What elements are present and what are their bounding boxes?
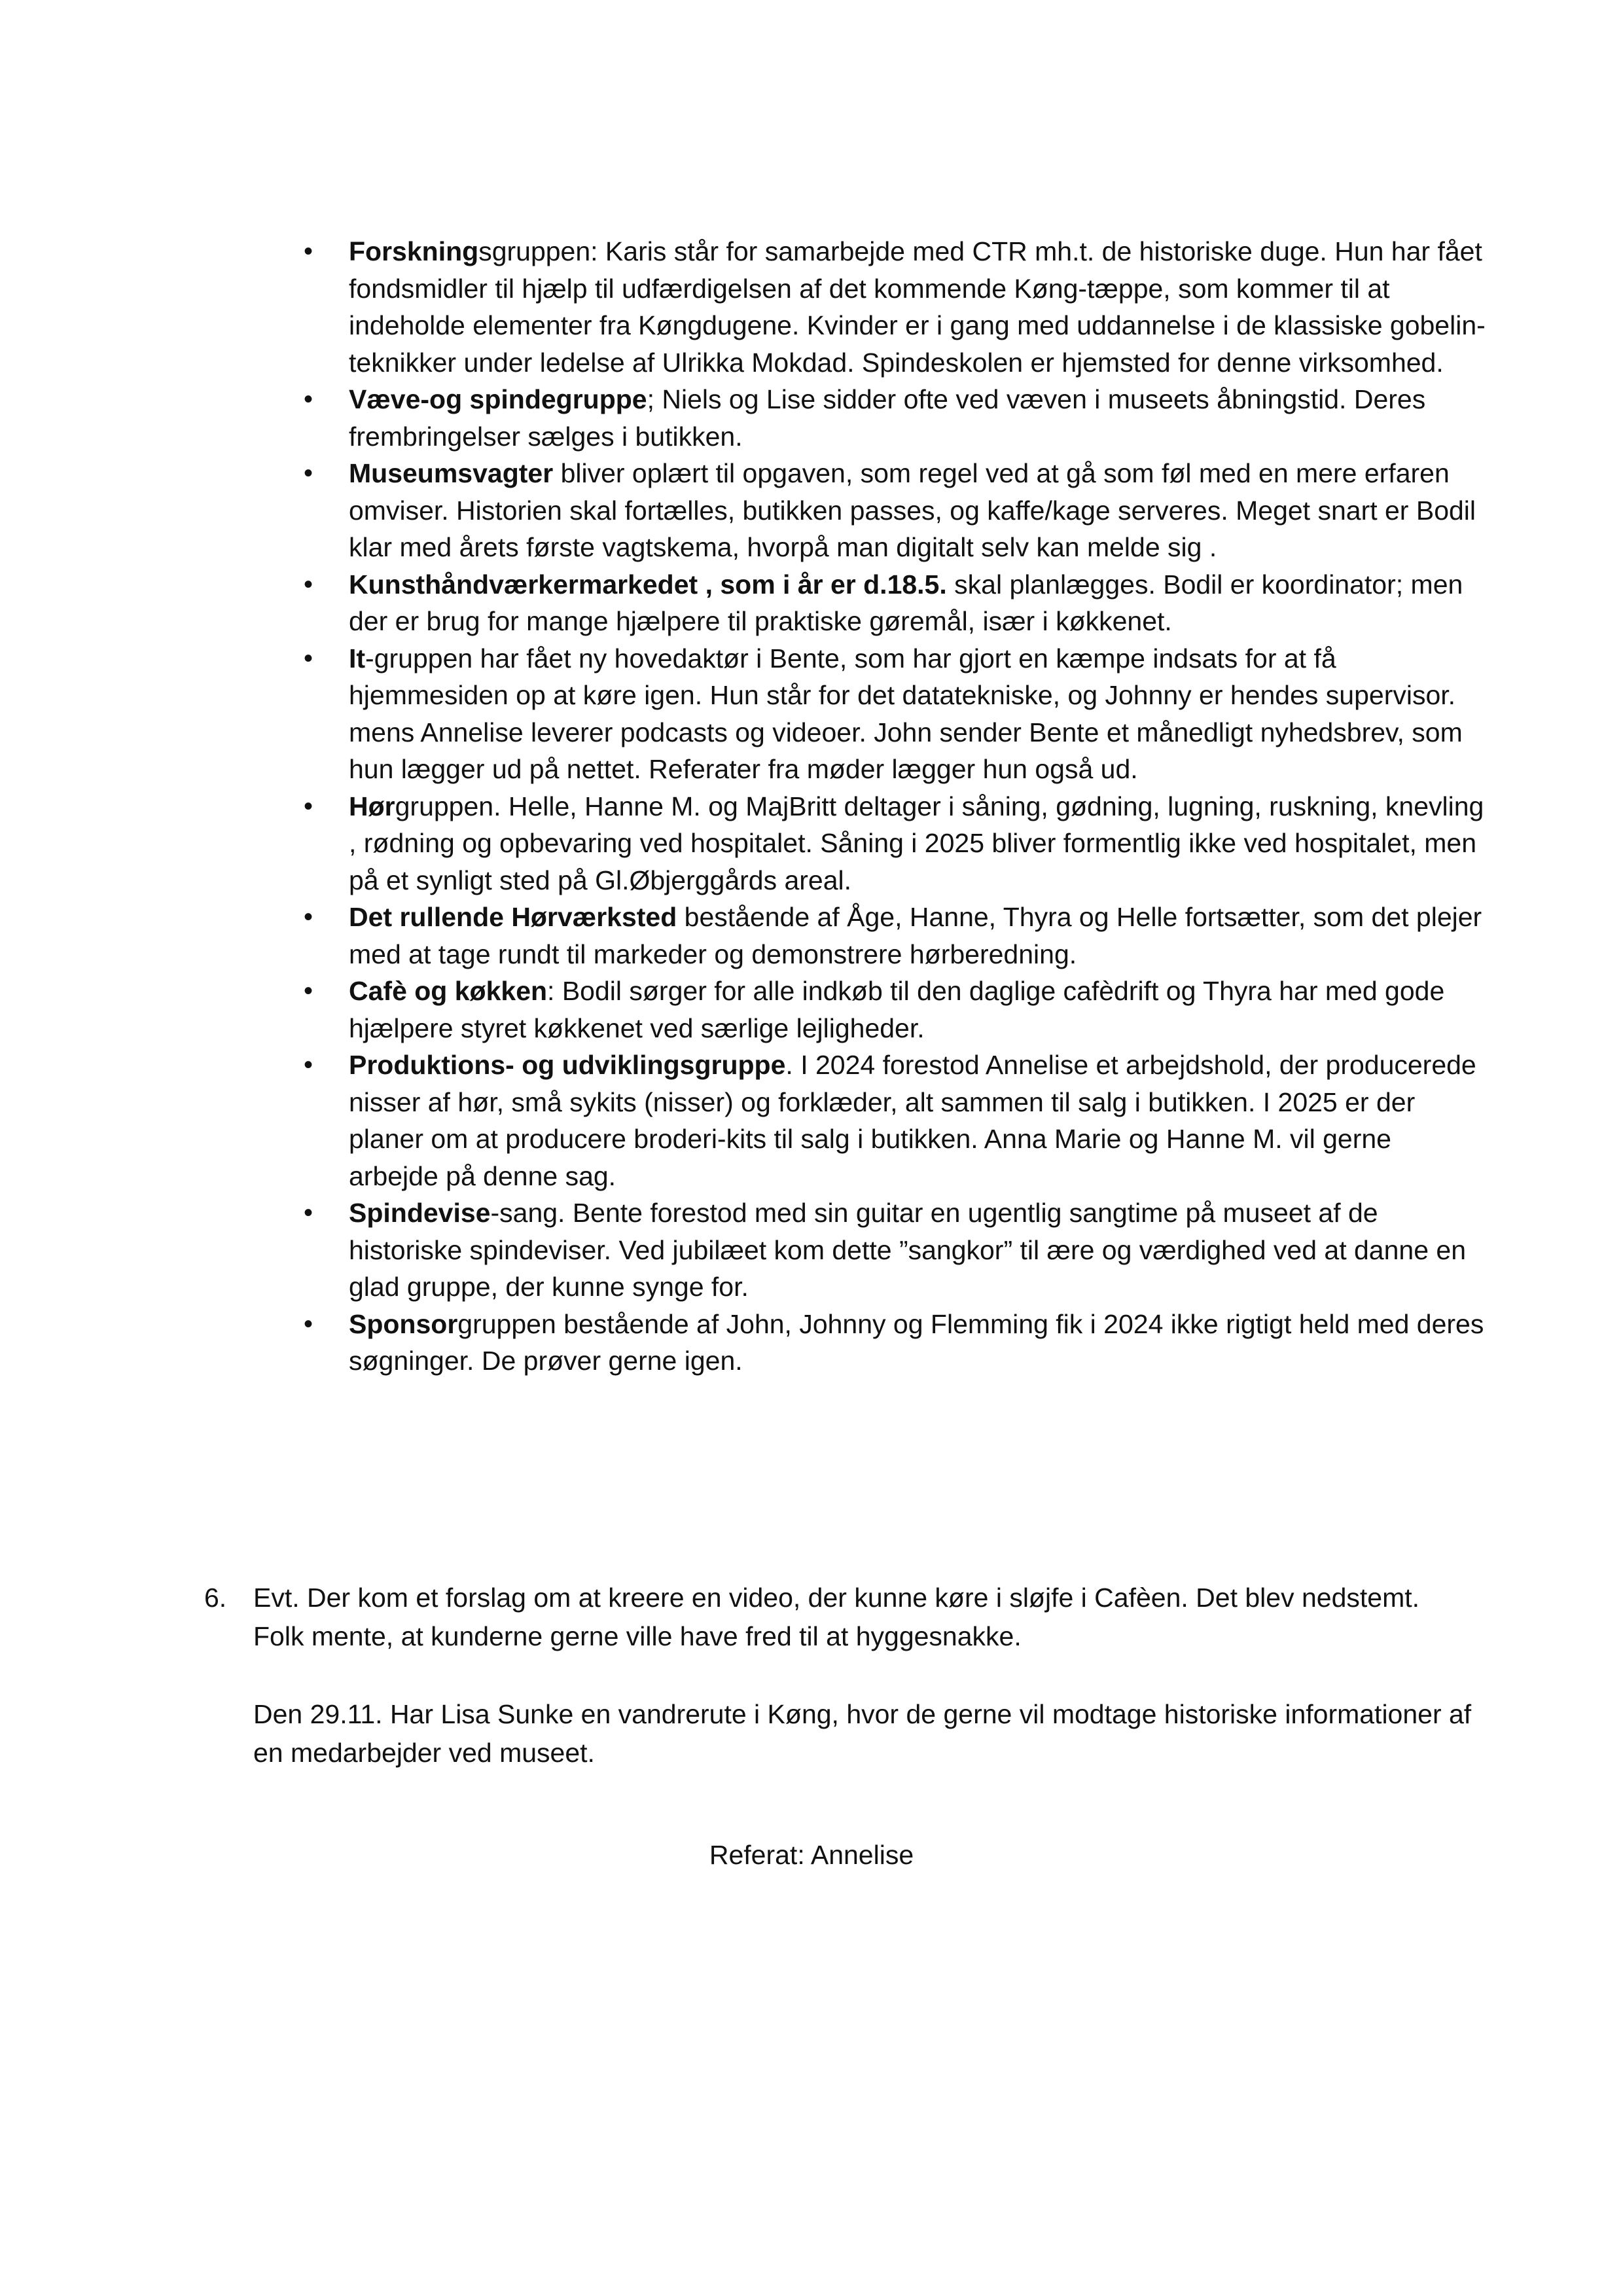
evt-paragraph-1: Evt. Der kom et forslag om at kreere en video, der kunne køre i sløjfe i Cafèen. Det blev nedstemt. Folk mente, at kunderne gerne ville have fred til at hyggesnakke. (253, 1583, 1419, 1651)
bullet-dot-icon: • (304, 1198, 313, 1227)
bullet-item (304, 788, 1488, 899)
bullet-dot-icon: • (304, 791, 313, 821)
bullet-dot-icon: • (304, 1309, 313, 1338)
bullet-bold-heading: Kunsthåndværkermarkedet , som i år er d.18.5. (349, 569, 947, 600)
bullet-text: skal planlægges. Bodil er koordinator; men der er brug for mange hjælpere til praktiske gøremål, især i køkkenet. (349, 569, 1463, 636)
bullet-item (304, 233, 1488, 381)
bullet-item (304, 899, 1488, 973)
bullet-bold-heading: It (349, 643, 366, 673)
bullet-text: -gruppen har fået ny hovedaktør i Bente, som har gjort en kæmpe indsats for at få hjemmesiden op at køre igen. Hun står for det datatekniske, og Johnny er hendes supervisor. mens Annelise leverer podcasts og videoer. John sender Bente et månedligt nyhedsbrev, som hun lægger ud på nettet. Referater fra møder lægger hun også ud. (349, 643, 1463, 784)
bullet-bold-heading: Sponsor (349, 1308, 458, 1339)
bullet-dot-icon: • (304, 385, 313, 414)
bullet-text: gruppen. Helle, Hanne M. og MajBritt deltager i såning, gødning, lugning, ruskning, knevling , rødning og opbevaring ved hospitalet. Såning i 2025 bliver formentlig ikke ved hospitalet, men på et synligt sted på Gl.Øbjerggårds areal. (349, 791, 1484, 895)
bullet-item (304, 381, 1488, 455)
bullet-item (304, 455, 1488, 566)
bullet-item (304, 566, 1488, 640)
bullet-item (304, 1047, 1488, 1194)
bullet-item (304, 640, 1488, 788)
bullet-text: bestående af Åge, Hanne, Thyra og Helle fortsætter, som det plejer med at tage rundt til markeder og demonstrere hørberedning. (349, 902, 1482, 969)
bullet-dot-icon: • (304, 459, 313, 488)
referat-text: Referat: Annelise (709, 1840, 914, 1870)
bullet-dot-icon: • (304, 237, 313, 266)
activity-groups-list (304, 233, 1488, 1380)
bullet-item (304, 1194, 1488, 1306)
referat-signature (0, 1837, 1623, 1873)
evt-paragraph-2: Den 29.11. Har Lisa Sunke en vandrerute i Køng, hvor de gerne vil modtage historiske informationer af en medarbejder ved museet. (253, 1699, 1472, 1768)
bullet-bold-heading: Forskning (349, 236, 479, 266)
bullet-text: -sang. Bente forestod med sin guitar en ugentlig sangtime på museet af de historiske spindeviser. Ved jubilæet kom dette ”sangkor” til ære og værdighed ved at danne en glad gruppe, der kunne synge for. (349, 1198, 1467, 1302)
bullet-bold-heading: Cafè og køkken (349, 976, 548, 1006)
bullet-dot-icon: • (304, 1050, 313, 1079)
bullet-item (304, 1306, 1488, 1380)
bullet-bold-heading: Væve-og spindegruppe (349, 384, 647, 414)
bullet-text: . I 2024 forestod Annelise et arbejdshold, der producerede nisser af hør, små sykits (nisser) og forklæder, alt sammen til salg i butikken. I 2025 er der planer om at producere broderi-kits til salg i butikken. Anna Marie og Hanne M. vil gerne arbejde på denne sag. (349, 1050, 1476, 1191)
bullet-text: ; Niels og Lise sidder ofte ved væven i museets åbningstid. Deres frembringelser sælges i butikken. (349, 384, 1426, 452)
bullet-dot-icon: • (304, 977, 313, 1005)
bullet-bold-heading: Spindevise (349, 1198, 491, 1228)
bullet-text: bliver oplært til opgaven, som regel ved at gå som føl med en mere erfaren omviser. Historien skal fortælles, butikken passes, og kaffe/kage serveres. Meget snart er Bodil klar med årets første vagtskema, hvorpå man digitalt selv kan melde sig . (349, 458, 1476, 562)
bullet-bold-heading: Det rullende Hørværksted (349, 902, 677, 932)
bullet-bold-heading: Hør (349, 791, 395, 821)
bullet-bold-heading: Museumsvagter (349, 458, 554, 488)
bullet-bold-heading: Produktions- og udviklingsgruppe (349, 1050, 786, 1080)
bullet-dot-icon: • (304, 643, 313, 673)
evt-item-number: 6. (204, 1583, 227, 1613)
bullet-text: gruppen bestående af John, Johnny og Flemming fik i 2024 ikke rigtigt held med deres søgninger. De prøver gerne igen. (349, 1308, 1484, 1376)
bullet-dot-icon: • (304, 903, 313, 931)
bullet-item (304, 973, 1488, 1047)
bullet-text: : Bodil sørger for alle indkøb til den daglige cafèdrift og Thyra har med gode hjælpere styret køkkenet ved særlige lejligheder. (349, 976, 1445, 1043)
bullet-text: sgruppen: Karis står for samarbejde med CTR mh.t. de historiske duge. Hun har fået fondsmidler til hjælp til udfærdigelsen af det kommende Køng-tæppe, som kommer til at indeholde elementer fra Køngdugene. Kvinder er i gang med uddannelse i de klassiske gobelin-teknikker under ledelse af Ulrikka Mokdad. Spindeskolen er hjemsted for denne virksomhed. (349, 236, 1486, 378)
bullet-dot-icon: • (304, 569, 313, 599)
